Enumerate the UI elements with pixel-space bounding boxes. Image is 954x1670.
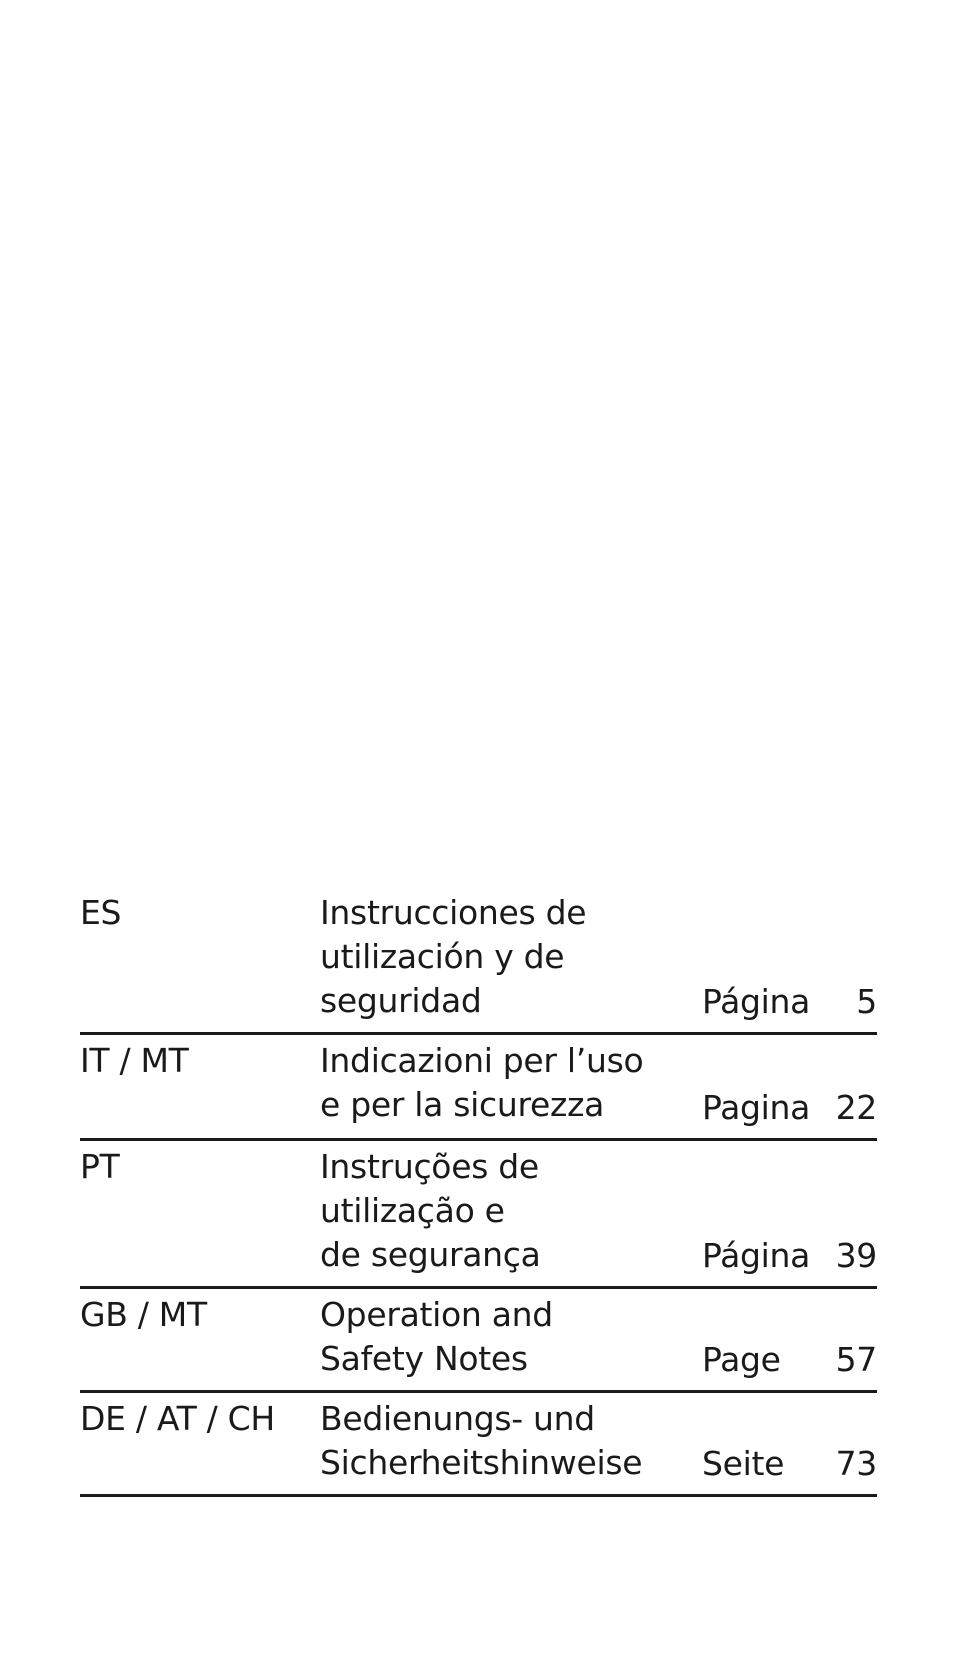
page-number: 73 — [835, 1444, 877, 1483]
section-title-line: Sicherheitshinweise — [320, 1443, 643, 1482]
page-number: 39 — [835, 1236, 877, 1275]
toc-row-es[interactable] — [80, 891, 877, 1035]
section-title-line: Indicazioni per l’uso — [320, 1041, 644, 1080]
page-number: 22 — [835, 1088, 877, 1127]
section-title-line: Operation and — [320, 1295, 553, 1334]
section-title — [320, 891, 586, 1023]
language-code: GB / MT — [80, 1295, 207, 1334]
toc-row-de-at-ch[interactable] — [80, 1397, 877, 1497]
page-label: Seite — [702, 1444, 785, 1483]
section-title-line: utilización y de — [320, 937, 565, 976]
page-label: Pagina — [702, 1088, 811, 1127]
page-number: 57 — [835, 1340, 877, 1379]
section-title-line: Instruções de — [320, 1147, 539, 1186]
section-title — [320, 1039, 643, 1127]
table-of-contents — [80, 891, 877, 1497]
language-code: DE / AT / CH — [80, 1399, 275, 1438]
section-title-line: Bedienungs- und — [320, 1399, 595, 1438]
language-code: IT / MT — [80, 1041, 189, 1080]
section-title-line: e per la sicurezza — [320, 1085, 605, 1124]
section-title — [320, 1145, 541, 1277]
toc-row-it-mt[interactable] — [80, 1039, 877, 1141]
section-title-line: utilização e — [320, 1191, 505, 1230]
section-title — [320, 1293, 553, 1381]
section-title — [320, 1397, 642, 1485]
section-title-line: de segurança — [320, 1235, 541, 1274]
page-label: Page — [702, 1340, 781, 1379]
section-title-line: Instrucciones de — [320, 893, 587, 932]
language-code: PT — [80, 1147, 120, 1186]
toc-row-gb-mt[interactable] — [80, 1293, 877, 1393]
page-label: Página — [702, 982, 811, 1021]
section-title-line: seguridad — [320, 981, 482, 1020]
page-label: Página — [702, 1236, 811, 1275]
language-code: ES — [80, 893, 122, 932]
toc-row-pt[interactable] — [80, 1145, 877, 1289]
page-number: 5 — [856, 982, 877, 1021]
section-title-line: Safety Notes — [320, 1339, 528, 1378]
